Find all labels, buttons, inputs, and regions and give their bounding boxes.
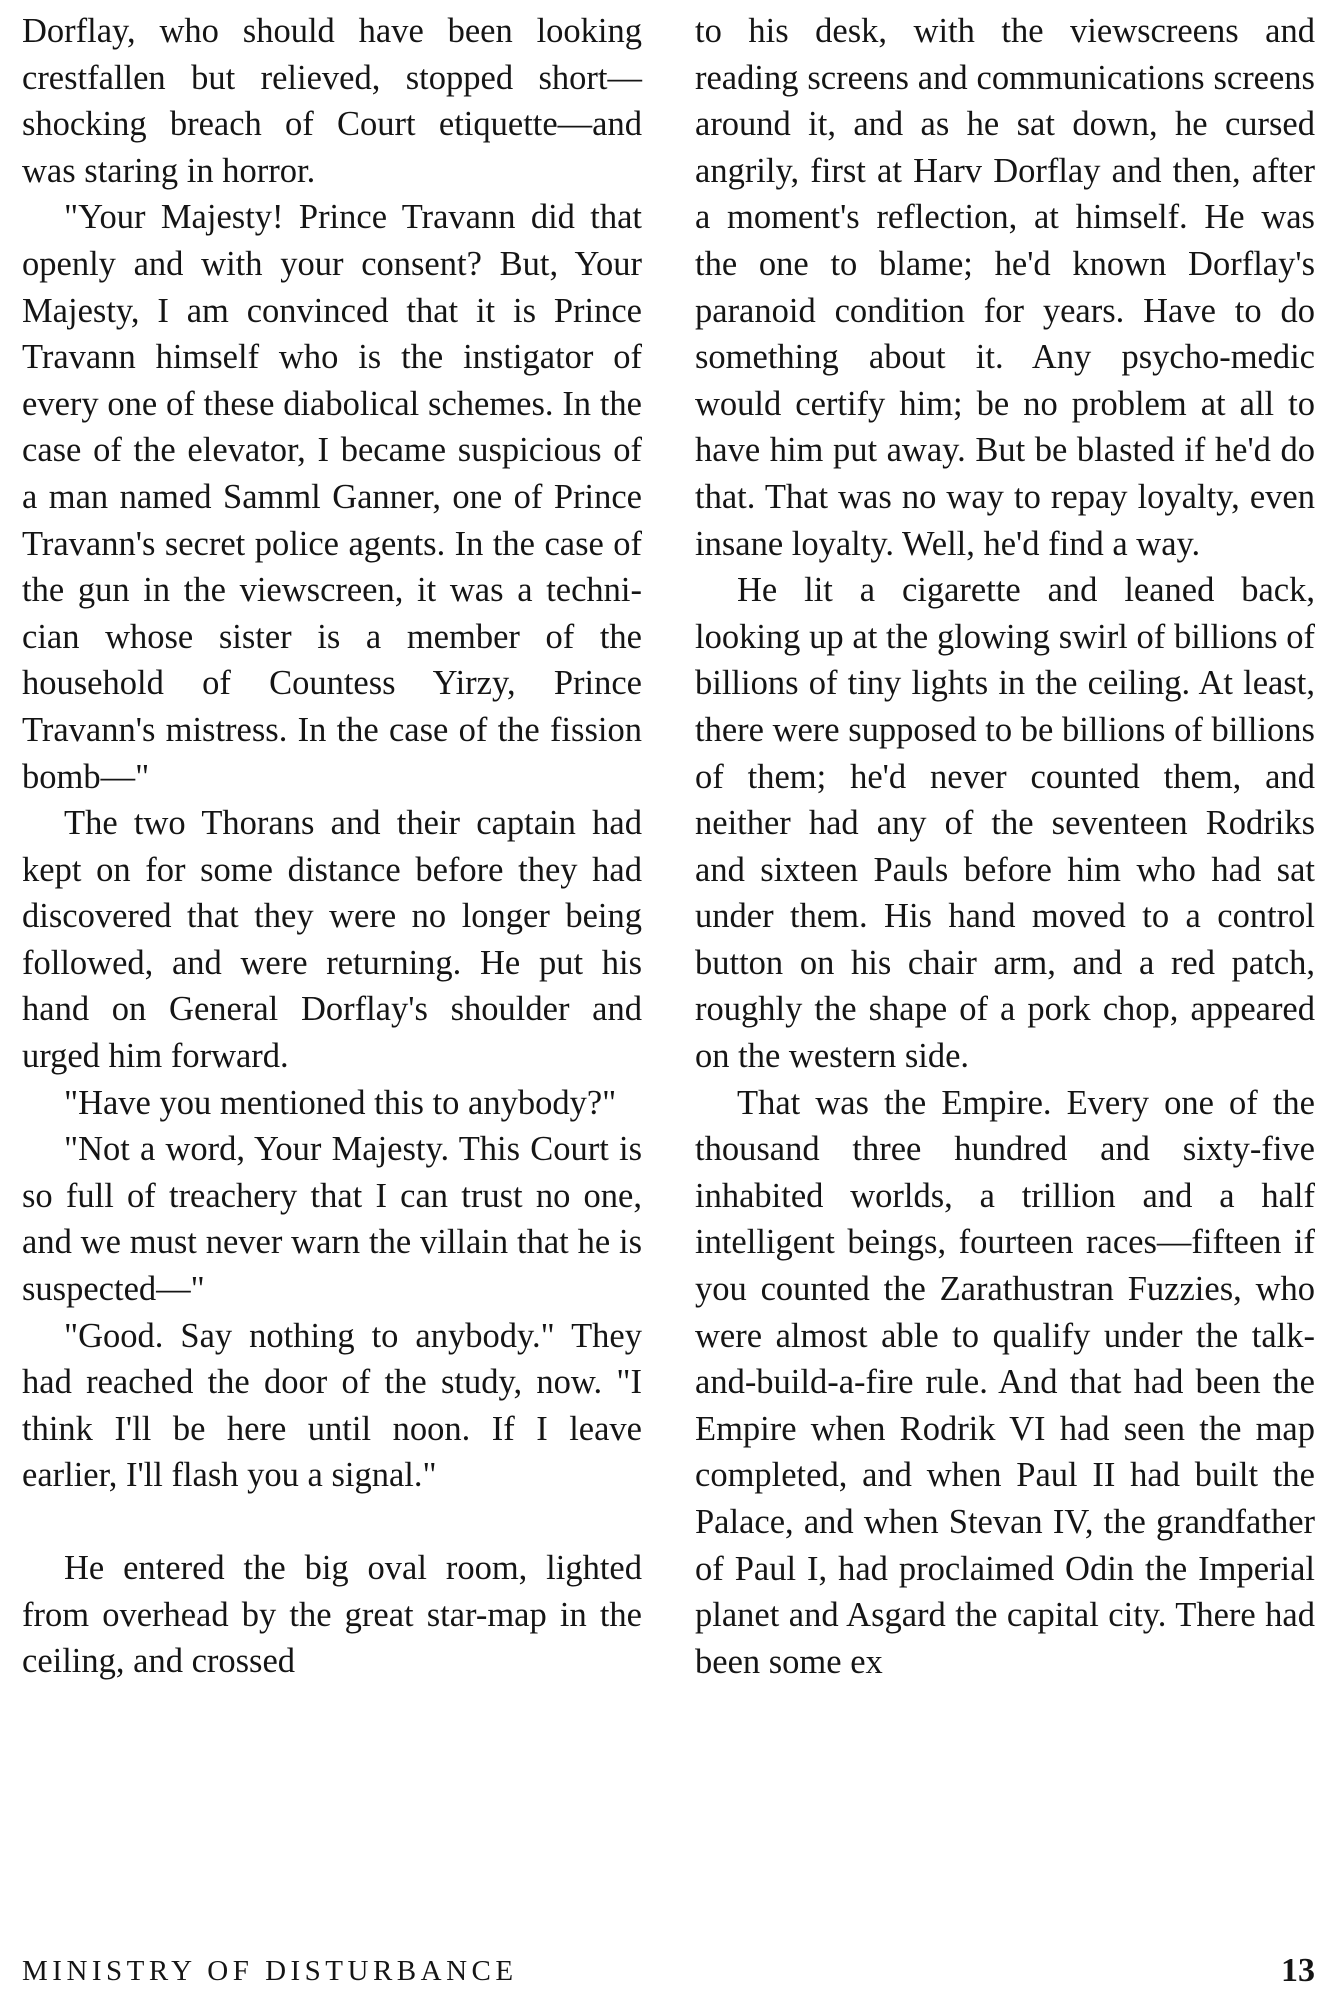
paragraph: "Not a word, Your Majesty. This Court is so full of treachery that I can trust no one, and we must never warn the villain that he is suspected—" [22, 1130, 642, 1309]
paragraph: "Good. Say nothing to anybody." They had reached the door of the study, now. "I think I'll be here until noon. If I leave earlier, I'll flash you a signal." [22, 1316, 642, 1495]
paragraph: "Have you mentioned this to anybody?" [64, 1083, 617, 1122]
paragraph: Dorflay, who should have been looking crestfallen but relieved, stopped short—shocking breach of Court etiquette—and was staring in horror. [22, 12, 642, 190]
paragraph: He lit a cigarette and leaned back, looking up at the glowing swirl of billions of billions of tiny lights in the ceiling. At least, there were supposed to be billions of billions of them; he'd never counted them, and neither had any of the seventeen Rodriks and sixteen Pauls before him who had sat under them. His hand moved to a control button on his chair arm, and a red patch, roughly the shape of a pork chop, appeared on the western side. [695, 571, 1315, 1076]
paragraph: The two Thorans and their captain had kept on for some distance before they had discovered that they were no longer being followed, and were returning. He put his hand on General Dorflay's shoulder and urged him forward. [22, 804, 642, 1076]
page-footer [22, 1946, 1315, 1996]
paragraph: That was the Empire. Every one of the thousand three hundred and sixty-five inhabited worlds, a trillion and a half intelligent beings, fourteen races—fifteen if you counted the Zarathustran Fuzzies, who were almost able to qualify under the talk-and-build-a-fire rule. And that had been the Empire when Rodrik VI had seen the map completed, and when Paul II had built the Palace, and when Stevan IV, the grandfather of Paul I, had proclaimed Odin the Imperial planet and Asgard the capital city. There had been some ex [695, 1083, 1315, 1681]
page-number: 13 [1281, 1952, 1315, 1989]
paragraph: to his desk, with the viewscreens and reading screens and communications screens around it, and as he sat down, he cursed angrily, first at Harv Dorflay and then, after a moment's reflection, at himself. He was the one to blame; he'd known Dorflay's paranoid condition for years. Have to do something about it. Any psycho-medic would certify him; be no problem at all to have him put away. But be blasted if he'd do that. That was no way to repay loyalty, even insane loyalty. Well, he'd find a way. [695, 12, 1315, 563]
running-title: MINISTRY OF DISTURBANCE [22, 1954, 518, 1987]
right-text-column [695, 8, 1315, 1685]
left-text-column [22, 8, 642, 1685]
paragraph: "Your Majesty! Prince Travann did that openly and with your consent? But, Your Majesty, I am convinced that it is Prince Travann himself who is the instigator of every one of these diabolical schemes. In the case of the elevator, I became suspicious of a man named Samml Ganner, one of Prince Travann's secret police agents. In the case of the gun in the viewscreen, it was a technician whose sister is a member of the household of Countess Yirzy, Prince Travann's mistress. In the case of the fission bomb—" [22, 198, 642, 796]
paragraph: He entered the big oval room, lighted from overhead by the great star-map in the ceiling, and crossed [22, 1549, 642, 1681]
